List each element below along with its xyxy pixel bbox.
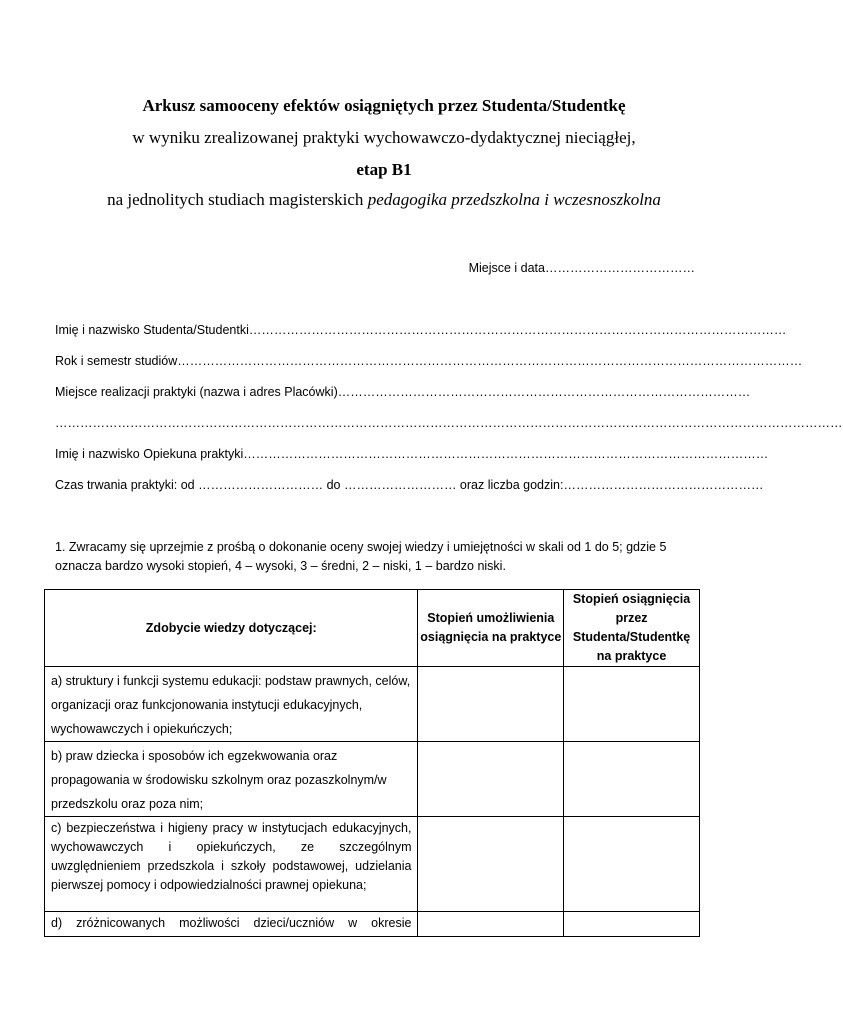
- knowledge-item-d-text: d) zróżnicowanych możliwości dzieci/uczniów w okresie: [51, 916, 412, 930]
- opportunity-score-cell-a[interactable]: [418, 667, 564, 742]
- opportunity-score-cell-c[interactable]: [418, 817, 564, 912]
- student-info-fields: [55, 321, 843, 507]
- knowledge-item-d: [45, 912, 418, 937]
- table-row: [45, 912, 700, 937]
- study-program-name: pedagogika przedszkolna i wczesnoszkolna: [367, 190, 661, 209]
- document-subtitle: w wyniku zrealizowanej praktyki wychowawczo-dydaktycznej nieciągłej,: [132, 128, 636, 147]
- self-assessment-table: [44, 589, 700, 937]
- study-program-prefix: na jednolitych studiach magisterskich: [107, 190, 368, 209]
- stage-label: etap B1: [356, 160, 412, 179]
- student-name-field[interactable]: Imię i nazwisko Studenta/Studentki…………………………………………………………………………………………………………………: [55, 323, 787, 337]
- opportunity-score-cell-d[interactable]: [418, 912, 564, 937]
- document-title: Arkusz samooceny efektów osiągniętych przez Studenta/Studentkę: [142, 96, 626, 115]
- achievement-score-cell-b[interactable]: [564, 742, 700, 817]
- table-row: [45, 667, 700, 742]
- internship-duration-field[interactable]: Czas trwania praktyki: od ………………………… do ……………………… oraz liczba godzin:…………………………………………: [55, 478, 764, 492]
- knowledge-item-a-text: a) struktury i funkcji systemu edukacji: podstaw prawnych, celów, organizacji oraz funkcjonowania instytucji edukacyjnych, wychowawczych i opiekuńczych;: [51, 674, 411, 736]
- achievement-score-cell-d[interactable]: [564, 912, 700, 937]
- table-row: [45, 817, 700, 912]
- place-date-field[interactable]: Miejsce i data………………………………: [468, 261, 695, 275]
- study-year-semester-field[interactable]: Rok i semestr studiów……………………………………………………………………………………………………………………………………: [55, 354, 803, 368]
- study-program-line: [0, 188, 768, 212]
- achievement-score-cell-c[interactable]: [564, 817, 700, 912]
- header-opportunity-degree: Stopień umożliwienia osiągnięcia na praktyce: [418, 590, 564, 667]
- table-row: [45, 742, 700, 817]
- internship-place-field[interactable]: Miejsce realizacji praktyki (nazwa i adres Placówki)………………………………………………………………………………………: [55, 385, 751, 399]
- knowledge-item-c: [45, 817, 418, 912]
- table-header-row: [45, 590, 700, 667]
- knowledge-item-b: [45, 742, 418, 817]
- achievement-score-cell-a[interactable]: [564, 667, 700, 742]
- header-achievement-degree: Stopień osiągnięcia przez Studenta/Studentkę na praktyce: [564, 590, 700, 667]
- supervisor-name-field[interactable]: Imię i nazwisko Opiekuna praktyki………………………………………………………………………………………………………………: [55, 447, 769, 461]
- document-title-block: [0, 94, 768, 212]
- header-knowledge: Zdobycie wiedzy dotyczącej:: [45, 590, 418, 667]
- knowledge-item-b-text: b) praw dziecka i sposobów ich egzekwowania oraz propagowania w środowisku szkolnym oraz pozaszkolnym/w przedszkolu oraz poza nim;: [51, 749, 387, 811]
- internship-place-continuation-field[interactable]: ………………………………………………………………………………………………………………………………………………………………………: [55, 416, 843, 430]
- knowledge-item-a: [45, 667, 418, 742]
- opportunity-score-cell-b[interactable]: [418, 742, 564, 817]
- assessment-instructions: 1. Zwracamy się uprzejmie z prośbą o dokonanie oceny swojej wiedzy i umiejętności w skali od 1 do 5; gdzie 5 oznacza bardzo wysoki stopień, 4 – wysoki, 3 – średni, 2 – niski, 1 – bardzo niski.: [55, 540, 667, 573]
- knowledge-item-c-text: c) bezpieczeństwa i higieny pracy w instytucjach edukacyjnych, wychowawczych i opiekuńczych, ze szczególnym uwzględnieniem przedszkola i szkoły podstawowej, udzielania pierwszej pomocy i odpowiedzialności prawnej opiekuna;: [51, 821, 412, 892]
